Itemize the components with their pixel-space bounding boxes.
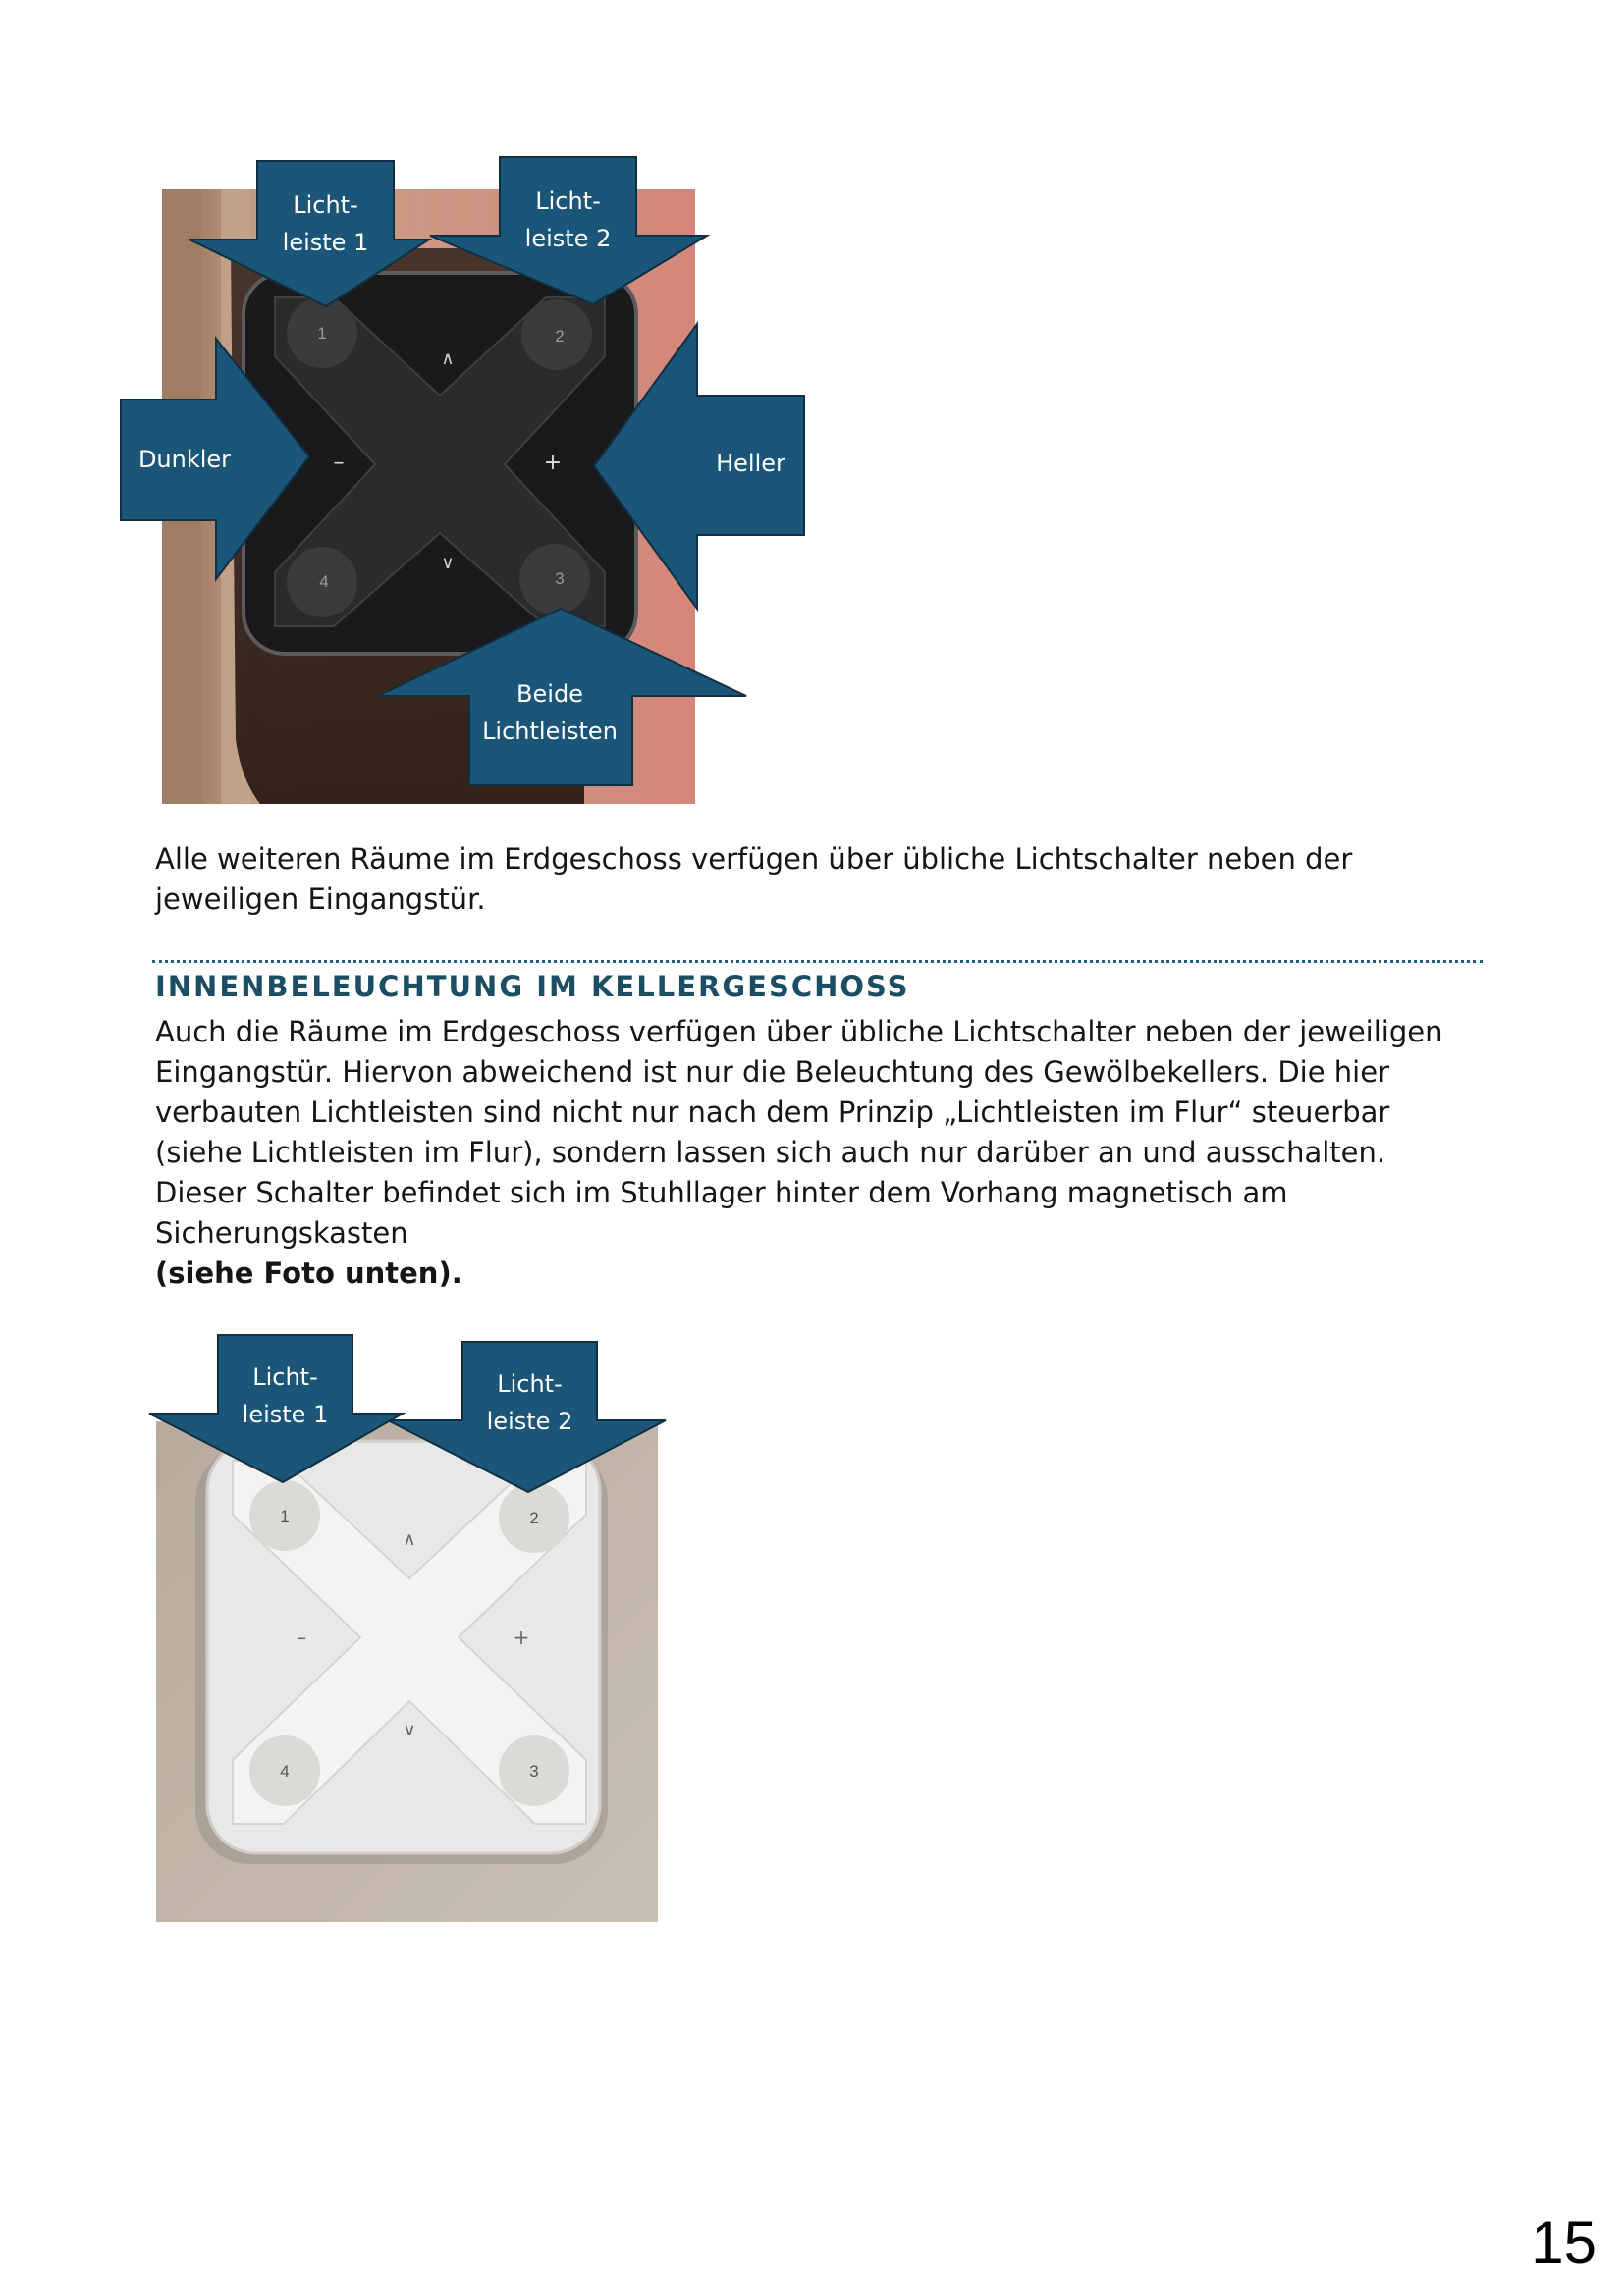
callout-label-lichtleiste-2 [462,1365,597,1440]
section-body-text: Auch die Räume im Erdgeschoss verfügen über übliche Lichtschalter neben der jeweiligen Eingangstür. Hiervon abweichend ist nur die Beleuchtung des Gewölbekellers. Die hier verbauten Lichtleisten sind nicht nur nach dem Prinzip „Lichtleisten im Flur“ steuerbar (siehe Lichtleisten im Flur), sondern lassen sich auch nur darüber an und ausschalten. Dieser Schalter befindet sich im Stuhllager hinter dem Vorhang magnetisch am Sicherungskasten [155,1015,1443,1250]
callout-line: Lichtleisten [482,718,618,745]
callout-line: Beide [516,680,583,708]
button-2-label: 2 [555,327,565,346]
plus-symbol: + [543,451,563,475]
callout-label-lichtleiste-1 [257,187,394,261]
button-4-label: 4 [319,572,329,591]
callout-line: leiste 1 [242,1401,329,1428]
plus-symbol: + [513,1626,530,1649]
button-3-label: 3 [555,569,565,588]
callout-line: Licht- [252,1363,318,1391]
button-1-label: 1 [317,324,327,343]
callout-line: Licht- [535,187,601,215]
section-heading: INNENBELEUCHTUNG IM KELLERGESCHOSS [155,970,910,1003]
down-symbol: ∨ [403,1720,416,1740]
callout-line: leiste 1 [282,229,369,256]
minus-symbol: – [333,451,345,475]
callout-label-heller: Heller [716,450,785,477]
minus-symbol: – [297,1626,306,1649]
down-symbol: ∨ [441,553,455,573]
figure-dark-switch [118,157,815,805]
button-1-label: 1 [280,1507,290,1525]
paragraph-erdgeschoss: Alle weiteren Räume im Erdgeschoss verfügen über übliche Lichtschalter neben der jeweiligen Eingangstür. [155,842,1353,916]
up-symbol: ∧ [441,348,455,369]
callout-label-lichtleiste-1 [218,1359,352,1433]
up-symbol: ∧ [403,1529,416,1550]
callout-line: Licht- [497,1370,563,1398]
page-number: 15 [1531,2210,1597,2275]
callout-label-dunkler: Dunkler [137,446,232,473]
callout-line: leiste 2 [524,225,612,252]
button-3-label: 3 [529,1762,539,1781]
button-2-label: 2 [529,1509,539,1527]
button-4-label: 4 [280,1762,290,1781]
figure-white-switch [145,1335,676,1924]
callout-line: Licht- [293,191,358,219]
callout-line: leiste 2 [486,1408,573,1435]
section-body [155,1012,1461,1294]
section-divider [152,960,1483,963]
callout-label-lichtleiste-2 [500,183,636,257]
callout-label-beide-lichtleisten [452,675,648,750]
section-body-bold: (siehe Foto unten). [155,1256,462,1290]
